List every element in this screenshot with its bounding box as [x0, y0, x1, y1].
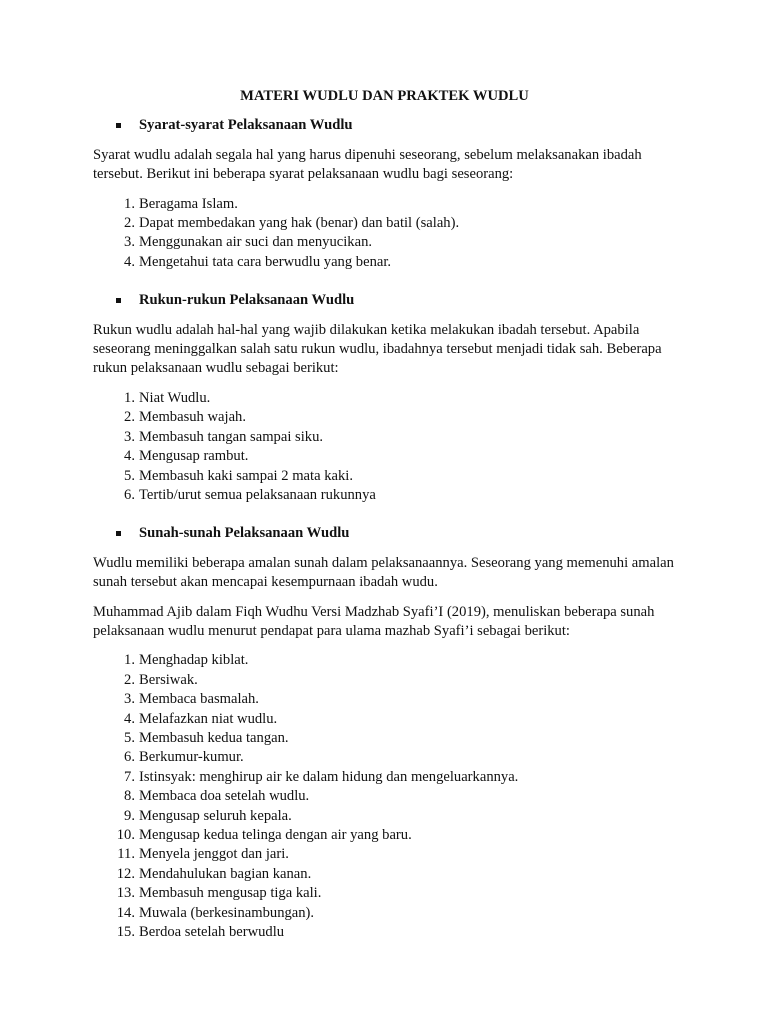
list-item	[93, 826, 693, 845]
numbered-list	[93, 195, 693, 273]
list-number: 14.	[116, 904, 135, 921]
section-heading-text: Sunah-sunah Pelaksanaan Wudlu	[139, 525, 350, 542]
document-title: MATERI WUDLU DAN PRAKTEK WUDLU	[240, 88, 529, 104]
paragraph: Rukun wudlu adalah hal-hal yang wajib dilakukan ketika melakukan ibadah tersebut. Apabila seseorang meninggalkan salah satu rukun wudlu, ibadahnya tersebut menjadi tidak sah. Beberapa rukun pelaksanaan wudlu sebagai berikut:	[93, 321, 662, 377]
section-heading	[93, 116, 693, 135]
list-item-text: Membaca basmalah.	[139, 691, 259, 708]
list-item-text: Membasuh mengusap tiga kali.	[139, 885, 322, 902]
paragraph: Wudlu memiliki beberapa amalan sunah dalam pelaksanaannya. Seseorang yang memenuhi amalan sunah tersebut akan mencapai kesempurnaan ibadah wudu.	[93, 554, 674, 591]
list-item	[93, 904, 693, 923]
list-number: 13.	[116, 885, 135, 902]
list-item	[93, 710, 693, 729]
square-bullet-icon	[116, 123, 121, 128]
list-item-text: Berdoa setelah berwudlu	[139, 924, 285, 941]
section-heading	[93, 524, 693, 543]
numbered-list	[93, 389, 693, 505]
section-syarat	[93, 116, 693, 272]
list-number: 10.	[116, 827, 135, 843]
list-item-text: Menyela jenggot dan jari.	[139, 846, 289, 863]
paragraph: Muhammad Ajib dalam Fiqh Wudhu Versi Madzhab Syafi’I (2019), menuliskan beberapa sunah pelaksanaan wudlu menurut pendapat para ulama mazhab Syafi’i sebagai berikut:	[93, 603, 655, 639]
list-item-text: Menghadap kiblat.	[139, 652, 249, 669]
list-item-text: Mendahulukan bagian kanan.	[139, 865, 312, 882]
section-sunah	[93, 524, 693, 942]
list-number: 2.	[124, 409, 135, 426]
list-number: 4.	[124, 253, 135, 270]
list-number: 8.	[124, 788, 135, 805]
paragraph: Syarat wudlu adalah segala hal yang harus dipenuhi seseorang, sebelum melaksanakan ibadah tersebut. Berikut ini beberapa syarat pelaksanaan wudlu bagi seseorang:	[93, 146, 642, 183]
list-item	[93, 214, 693, 233]
list-number: 5.	[124, 729, 135, 746]
list-item-text: Mengetahui tata cara berwudlu yang benar.	[139, 253, 392, 270]
list-number: 3.	[124, 234, 135, 251]
list-number: 5.	[124, 467, 135, 484]
list-item	[93, 884, 693, 903]
list-number: 12.	[116, 865, 135, 882]
list-item	[93, 807, 693, 826]
list-number: 15.	[116, 924, 135, 941]
list-item	[93, 486, 693, 505]
list-item-text: Istinsyak: menghirup air ke dalam hidung dan mengeluarkannya.	[139, 768, 519, 785]
list-item-text: Membasuh kaki sampai 2 mata kaki.	[139, 467, 353, 484]
list-item	[93, 690, 693, 709]
list-item	[93, 748, 693, 767]
list-item	[93, 447, 693, 466]
list-item-text: Membasuh tangan sampai siku.	[139, 428, 324, 445]
section-heading	[93, 291, 693, 310]
list-item	[93, 865, 693, 884]
square-bullet-icon	[116, 531, 121, 536]
list-item-text: Menggunakan air suci dan menyucikan.	[139, 234, 373, 251]
list-item-text: Membasuh wajah.	[139, 409, 246, 426]
list-item	[93, 651, 693, 670]
document-body	[93, 87, 693, 942]
list-item	[93, 768, 693, 787]
list-item-text: Mengusap kedua telinga dengan air yang baru.	[139, 827, 412, 843]
list-item	[93, 467, 693, 486]
list-item-text: Tertib/urut semua pelaksanaan rukunnya	[139, 486, 376, 503]
list-number: 1.	[124, 195, 135, 212]
list-item-text: Berkumur-kumur.	[139, 749, 244, 766]
list-item	[93, 729, 693, 748]
list-number: 6.	[124, 749, 135, 766]
list-item	[93, 787, 693, 806]
square-bullet-icon	[116, 298, 121, 303]
list-item-text: Melafazkan niat wudlu.	[139, 710, 278, 727]
section-heading-text: Syarat-syarat Pelaksanaan Wudlu	[139, 117, 353, 134]
list-number: 4.	[124, 448, 135, 465]
list-number: 2.	[124, 671, 135, 688]
numbered-list	[93, 651, 693, 942]
list-item	[93, 195, 693, 214]
list-item-text: Mengusap rambut.	[139, 448, 249, 465]
list-item	[93, 845, 693, 864]
list-item-text: Membaca doa setelah wudlu.	[139, 788, 310, 805]
list-number: 2.	[124, 215, 135, 232]
section-rukun	[93, 291, 693, 505]
list-item	[93, 408, 693, 427]
list-number: 3.	[124, 691, 135, 708]
list-number: 6.	[124, 486, 135, 503]
list-item-text: Beragama Islam.	[139, 195, 238, 212]
list-item-text: Membasuh kedua tangan.	[139, 729, 289, 746]
section-heading-text: Rukun-rukun Pelaksanaan Wudlu	[139, 292, 355, 309]
list-item	[93, 253, 693, 272]
list-number: 7.	[124, 768, 135, 785]
list-item	[93, 671, 693, 690]
list-item	[93, 923, 693, 942]
list-number: 9.	[124, 807, 135, 824]
list-item-text: Mengusap seluruh kepala.	[139, 807, 292, 824]
list-item	[93, 233, 693, 252]
list-item-text: Muwala (berkesinambungan).	[139, 904, 315, 921]
list-number: 11.	[117, 846, 135, 863]
list-number: 1.	[124, 389, 135, 406]
list-number: 3.	[124, 428, 135, 445]
list-number: 4.	[124, 710, 135, 727]
list-item-text: Bersiwak.	[139, 671, 198, 688]
list-item-text: Dapat membedakan yang hak (benar) dan batil (salah).	[139, 215, 460, 232]
list-number: 1.	[124, 652, 135, 669]
list-item-text: Niat Wudlu.	[139, 389, 211, 406]
list-item	[93, 428, 693, 447]
list-item	[93, 389, 693, 408]
